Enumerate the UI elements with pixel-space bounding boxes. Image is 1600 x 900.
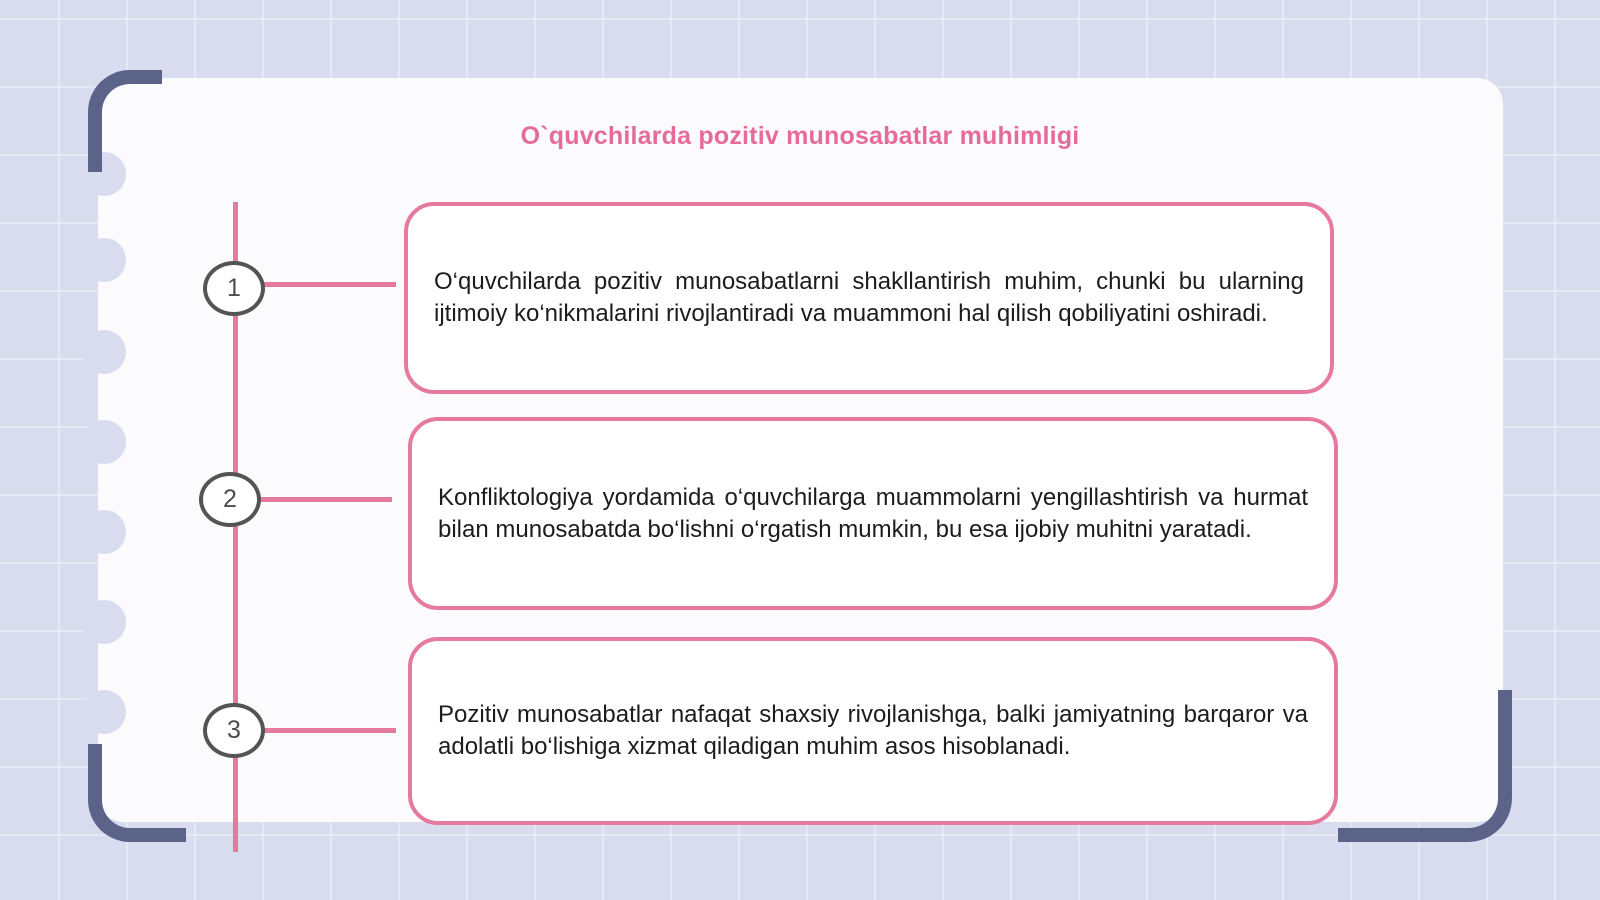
- card-edge-notch: [82, 238, 126, 282]
- card-edge-notch: [82, 420, 126, 464]
- step-text-1: O‘quvchilarda pozitiv munosabatlarni shakllantirish muhim, chunki bu ularning ijtimoiy ko‘nikmalarini rivojlantiradi va muammoni hal qilish qobiliyatini oshiradi.: [434, 268, 1304, 327]
- step-box-1: [404, 202, 1334, 394]
- step-text-2: Konfliktologiya yordamida o‘quvchilarga muammolarni yengillashtirish va hurmat bilan munosabatda bo‘lishni o‘rgatish mumkin, bu esa ijobiy muhitni yaratadi.: [438, 483, 1308, 543]
- step-number-2: 2: [199, 472, 261, 527]
- timeline-connector: [264, 728, 396, 733]
- step-number-3: 3: [203, 703, 265, 758]
- corner-bracket-bottom-left: [88, 744, 186, 842]
- card-edge-notch: [82, 330, 126, 374]
- timeline-connector: [264, 282, 396, 287]
- card-edge-notch: [82, 690, 126, 734]
- step-number-1: 1: [203, 261, 265, 316]
- card-edge-notch: [82, 600, 126, 644]
- corner-bracket-top-left: [88, 70, 162, 172]
- card-edge-notch: [82, 510, 126, 554]
- timeline-connector: [260, 497, 392, 502]
- step-box-3: [408, 637, 1338, 825]
- slide-title: O`quvchilarda pozitiv munosabatlar muhimligi: [520, 122, 1080, 150]
- corner-bracket-bottom-right: [1338, 690, 1512, 842]
- step-box-2: [408, 417, 1338, 610]
- step-text-3: Pozitiv munosabatlar nafaqat shaxsiy rivojlanishga, balki jamiyatning barqaror va adolatli bo‘lishiga xizmat qiladigan muhim asos hisoblanadi.: [438, 701, 1308, 760]
